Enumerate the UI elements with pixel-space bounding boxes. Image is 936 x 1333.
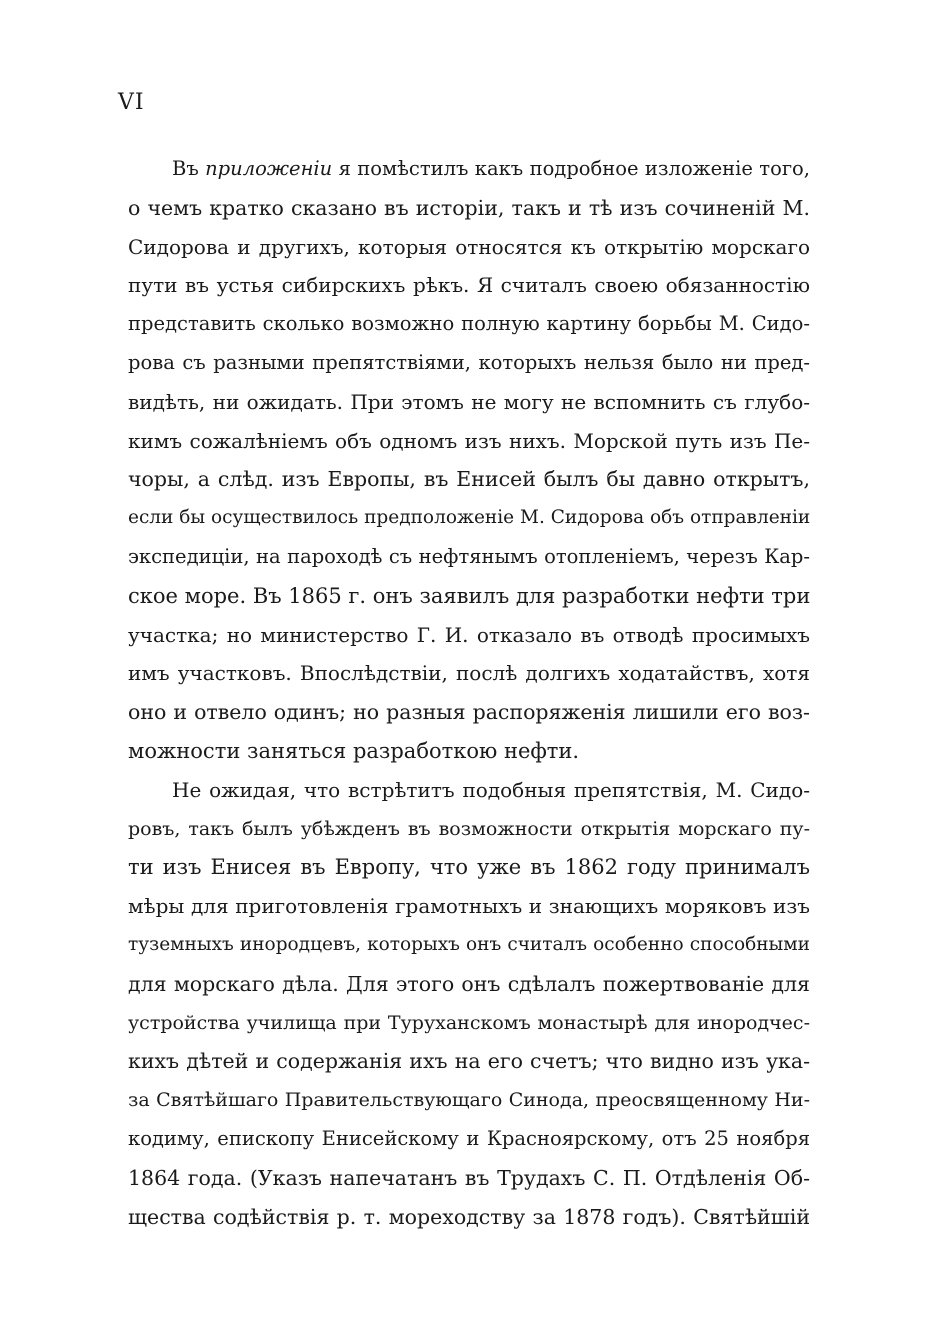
paragraph-2 bbox=[128, 771, 810, 1237]
text-line: оно и отвело одинъ; но разныя распоряженія лишили его воз- bbox=[128, 700, 810, 725]
text-line: устройства училища при Туруханскомъ монастырѣ для инородчес- bbox=[128, 1011, 810, 1034]
text-line: ское море. Въ 1865 г. онъ заявилъ для разработки нефти три bbox=[128, 583, 811, 608]
text-line: если бы осуществилось предположеніе М. Сидорова объ отправленіи bbox=[128, 507, 811, 529]
text-line: участка; но министерство Г. И. отказало въ отводѣ просимыхъ bbox=[128, 622, 810, 647]
text-line: экспедиціи, на пароходѣ съ нефтянымъ отопленіемъ, черезъ Кар- bbox=[128, 544, 810, 568]
text-segment: я помѣстилъ какъ подробное изложеніе того, bbox=[332, 157, 810, 180]
text-line: имъ участковъ. Впослѣдствіи, послѣ долгихъ ходатайствъ, хотя bbox=[128, 661, 810, 686]
text-line: кихъ дѣтей и содержанія ихъ на его счетъ; что видно изъ ука- bbox=[128, 1049, 810, 1074]
text-line: кимъ сожалѣніемъ объ одномъ изъ нихъ. Морской путь изъ Пе- bbox=[128, 428, 810, 453]
text-line: представить сколько возможно полную картину борьбы М. Сидо- bbox=[128, 312, 810, 336]
text-segment: Въ bbox=[172, 157, 206, 180]
text-line: видѣть, ни ожидать. При этомъ не могу не вспомнить съ глубо- bbox=[128, 389, 810, 414]
text-line: ти изъ Енисея въ Европу, что уже въ 1862 году принималъ bbox=[128, 855, 810, 880]
text-line: пути въ устья сибирскихъ рѣкъ. Я считалъ своею обязанностію bbox=[128, 273, 810, 298]
italic-term: приложеніи bbox=[205, 157, 333, 180]
text-line: можности заняться разработкою нефти. bbox=[128, 738, 580, 763]
text-line: для морскаго дѣла. Для этого онъ сдѣлалъ пожертвованіе для bbox=[128, 971, 810, 996]
text-line: ровъ, такъ былъ убѣжденъ въ возможности открытія морскаго пу- bbox=[128, 817, 810, 840]
text-line: о чемъ кратко сказано въ исторіи, такъ и тѣ изъ сочиненій М. bbox=[128, 195, 810, 220]
text-line: 1864 года. (Указъ напечатанъ въ Трудахъ С. П. Отдѣленія Об- bbox=[128, 1165, 810, 1190]
text-line: Сидорова и другихъ, которыя относятся къ открытію морскаго bbox=[128, 234, 810, 259]
text-line: мѣры для приготовленія грамотныхъ и знающихъ моряковъ изъ bbox=[128, 894, 810, 919]
text-line: Не ожидая, что встрѣтитъ подобныя препятствія, М. Сидо- bbox=[172, 777, 810, 802]
text-line: чоры, а слѣд. изъ Европы, въ Енисей былъ бы давно открытъ, bbox=[128, 467, 810, 492]
paragraph-1 bbox=[128, 150, 810, 771]
text-line: щества содѣйствія р. т. мореходству за 1878 годъ). Святѣйшій bbox=[128, 1204, 810, 1229]
text-line bbox=[128, 150, 810, 189]
text-line: кодиму, епископу Енисейскому и Красноярскому, отъ 25 ноября bbox=[128, 1126, 810, 1150]
text-line: туземныхъ инородцевъ, которыхъ онъ считалъ особенно способными bbox=[128, 933, 810, 955]
text-line: рова съ разными препятствіями, которыхъ нельзя было ни пред- bbox=[128, 350, 810, 374]
body-text bbox=[128, 150, 810, 1236]
text-line: за Святѣйшаго Правительствующаго Синода, преосвященному Ни- bbox=[128, 1089, 810, 1112]
page-number: VI bbox=[118, 90, 145, 115]
